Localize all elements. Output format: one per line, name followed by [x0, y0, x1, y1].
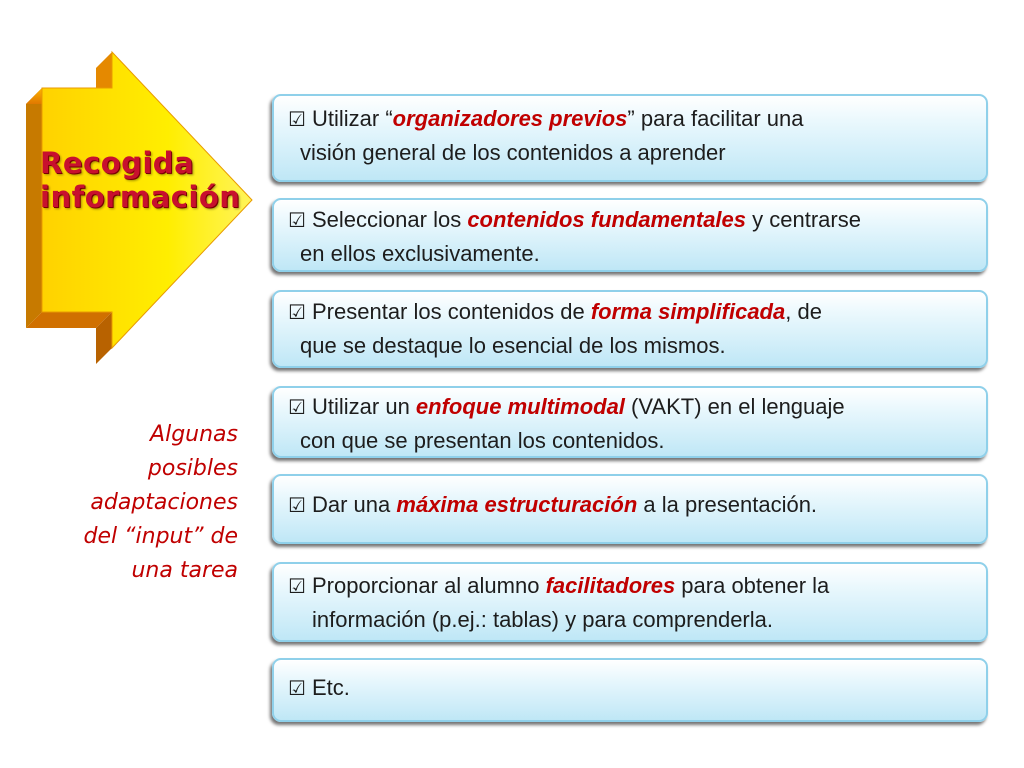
item-highlight: forma simplificada: [590, 299, 786, 324]
arrow-title: [40, 146, 240, 214]
arrow-title-line1: Recogida: [40, 146, 195, 180]
item-text: (VAKT) en el lenguaje: [624, 394, 845, 419]
item-line: que se destaque lo esencial de los mismos.: [300, 333, 726, 358]
list-item-organizadores: [272, 94, 988, 182]
item-line: [312, 488, 970, 522]
checkbox-icon: ☑: [288, 208, 306, 232]
item-line: visión general de los contenidos a aprender: [300, 140, 726, 165]
checkbox-icon: ☑: [288, 574, 306, 598]
item-highlight: organizadores previos: [392, 106, 628, 131]
item-line: Etc.: [312, 675, 350, 700]
list-item-estructuracion: [272, 474, 988, 544]
checkbox-icon: ☑: [288, 395, 306, 419]
item-text: Dar una: [312, 492, 397, 517]
side-caption-line3: adaptaciones: [90, 490, 238, 515]
item-text: Proporcionar al alumno: [312, 573, 546, 598]
side-caption-line5: una tarea: [131, 558, 238, 583]
list-item-multimodal: [272, 386, 988, 458]
item-line: [312, 102, 970, 136]
item-line: en ellos exclusivamente.: [300, 241, 540, 266]
side-caption-line4: del “input” de: [83, 524, 238, 549]
checkbox-icon: ☑: [288, 493, 306, 517]
checkbox-icon: ☑: [288, 107, 306, 131]
list-item-etc: [272, 658, 988, 722]
side-caption-line1: Algunas: [150, 422, 238, 447]
item-line: [312, 295, 970, 329]
item-text: Seleccionar los: [312, 207, 468, 232]
checkbox-icon: ☑: [288, 676, 306, 700]
item-text: para obtener la: [675, 573, 830, 598]
checkbox-icon: ☑: [288, 300, 306, 324]
item-text: ” para facilitar una: [627, 106, 804, 131]
item-text: Presentar los contenidos de: [312, 299, 591, 324]
item-line: [312, 203, 970, 237]
list-item-facilitadores: [272, 562, 988, 642]
item-text: y centrarse: [746, 207, 861, 232]
item-line: información (p.ej.: tablas) y para comprenderla.: [312, 607, 773, 632]
side-caption: [28, 418, 238, 588]
side-caption-line2: posibles: [147, 456, 238, 481]
item-text: Utilizar “: [312, 106, 393, 131]
item-text: , de: [785, 299, 822, 324]
item-highlight: contenidos fundamentales: [467, 207, 747, 232]
item-highlight: facilitadores: [545, 573, 676, 598]
item-line: [312, 390, 970, 424]
list-item-contenidos: [272, 198, 988, 272]
arrow-title-line2: información: [40, 180, 241, 214]
item-text: a la presentación.: [637, 492, 818, 517]
item-highlight: enfoque multimodal: [415, 394, 625, 419]
item-highlight: máxima estructuración: [396, 492, 638, 517]
item-line: [312, 569, 970, 603]
item-line: con que se presentan los contenidos.: [300, 428, 665, 453]
list-item-forma-simplificada: [272, 290, 988, 368]
item-text: Utilizar un: [312, 394, 416, 419]
